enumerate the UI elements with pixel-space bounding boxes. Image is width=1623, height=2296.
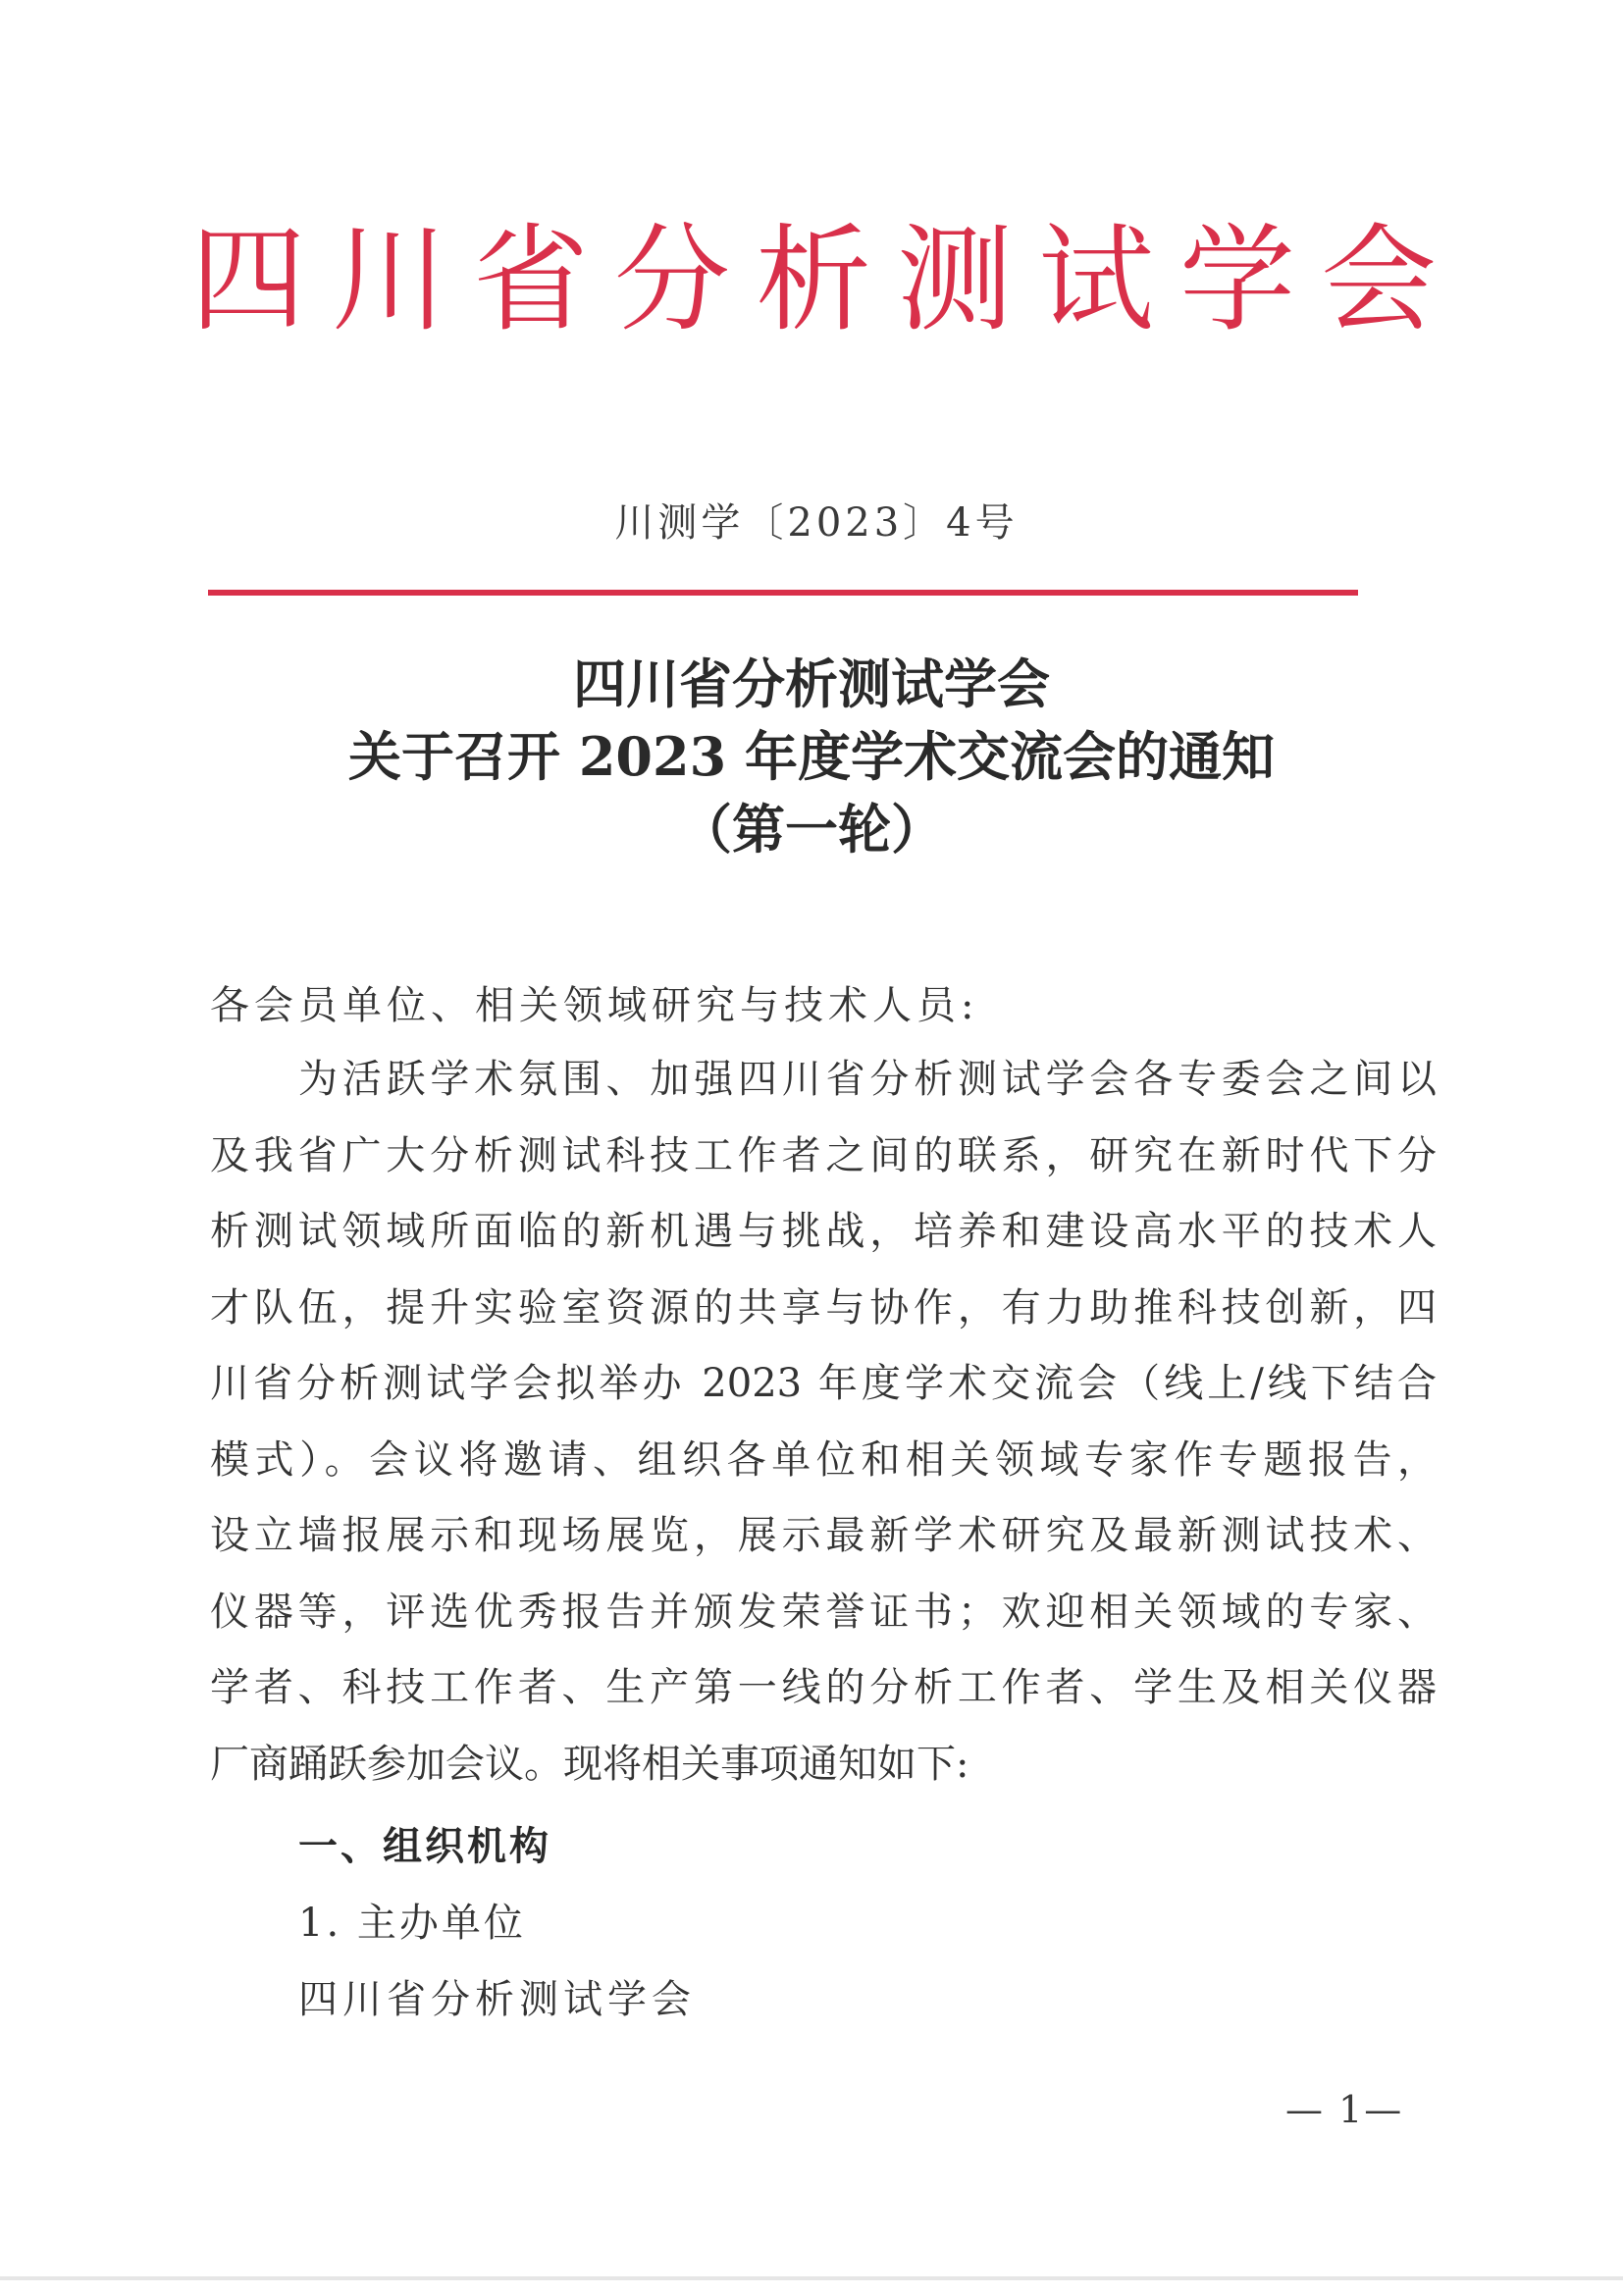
body-line: 厂商踊跃参加会议。现将相关事项通知如下: <box>210 1741 969 1787</box>
salutation: 各会员单位、相关领域研究与技术人员: <box>210 983 979 1028</box>
organization-letterhead: 四川省分析测试学会 <box>189 212 1462 347</box>
title-line-2: 关于召开 2023 年度学术交流会的通知 <box>348 725 1275 788</box>
body-line: 才队伍，提升实验室资源的共享与协作，有力助推科技创新，四 <box>210 1284 1437 1331</box>
document-number: 川测学〔2023〕4号 <box>614 500 1019 546</box>
body-line: 析测试领域所面临的新机遇与挑战，培养和建设高水平的技术人 <box>210 1209 1437 1254</box>
title-line-3: （第一轮） <box>679 798 944 861</box>
body-line: 为活跃学术氛围、加强四川省分析测试学会各专委会之间以 <box>298 1057 1437 1102</box>
body-line: 设立墙报展示和现场展览，展示最新学术研究及最新测试技术、 <box>210 1513 1437 1558</box>
body-paragraph <box>210 1050 1437 1810</box>
page-number: — 1— <box>1285 2088 1404 2131</box>
body-line: 仪器等，评选优秀报告并颁发荣誉证书；欢迎相关领域的专家、 <box>210 1589 1437 1635</box>
scan-edge-line <box>0 2276 1623 2280</box>
red-divider-line <box>208 590 1358 596</box>
section-heading-organization: 一、组织机构 <box>298 1823 551 1869</box>
body-line: 模式）。会议将邀请、组织各单位和相关领域专家作专题报告， <box>210 1436 1437 1483</box>
sub-heading-host: 1. 主办单位 <box>298 1901 526 1946</box>
body-line: 川省分析测试学会拟举办 2023 年度学术交流会（线上/线下结合 <box>210 1361 1437 1406</box>
body-line: 学者、科技工作者、生产第一线的分析工作者、学生及相关仪器 <box>210 1665 1437 1710</box>
body-line: 及我省广大分析测试科技工作者之间的联系，研究在新时代下分 <box>210 1132 1437 1178</box>
document-title <box>0 648 1623 865</box>
host-organization-name: 四川省分析测试学会 <box>298 1977 696 2022</box>
title-line-1: 四川省分析测试学会 <box>573 652 1050 715</box>
